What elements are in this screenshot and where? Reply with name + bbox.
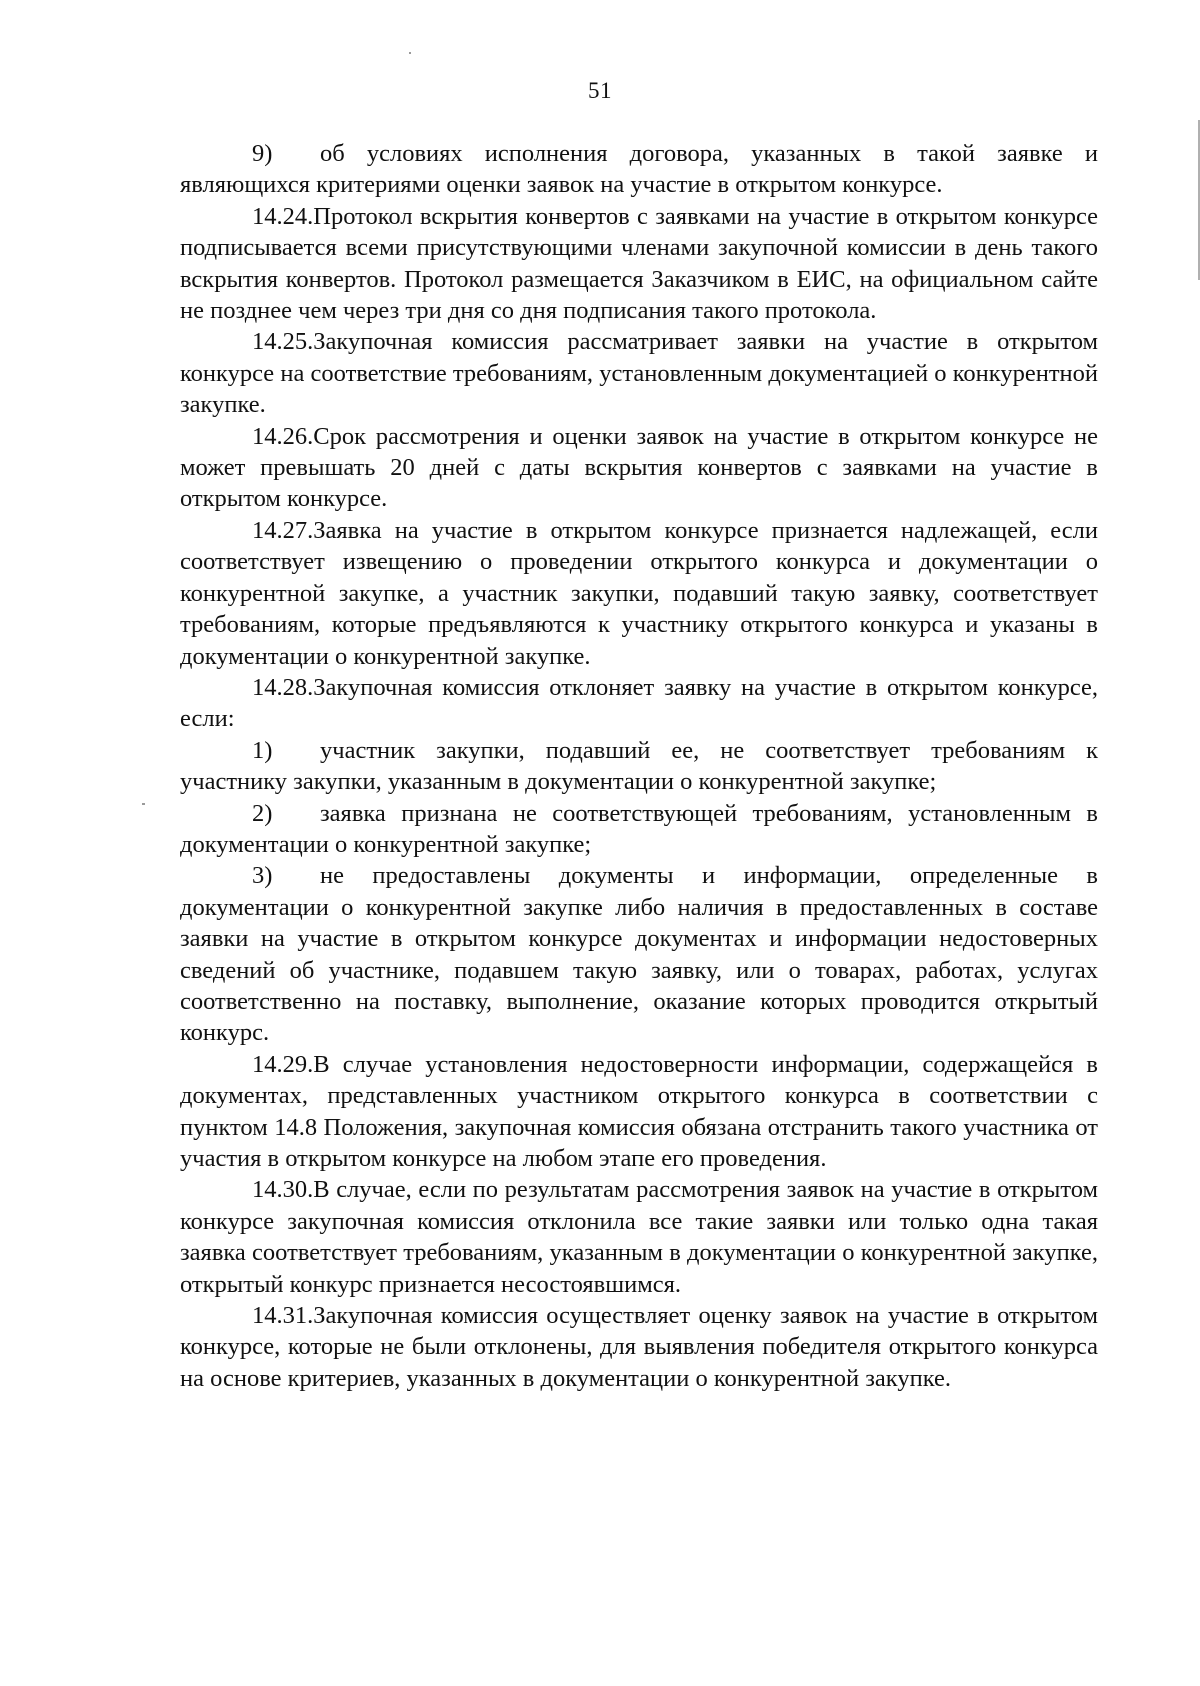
paragraph-text: 14.31.Закупочная комиссия осуществляет оценку заявок на участие в открытом конкурсе, которые не были отклонены, для выявления победителя открытого конкурса на основе критериев, указанных в документации о конкурентной закупке. (180, 1302, 1098, 1392)
list-item-number: 2) (252, 799, 273, 827)
paragraph (180, 515, 1098, 672)
list-item-number: 9) (252, 140, 273, 167)
list-item (180, 735, 1098, 798)
paragraph-text: об условиях исполнения договора, указанных в такой заявке и являющихся критериями оценки заявок на участие в открытом конкурсе. (180, 140, 1098, 199)
scan-dot-left (142, 803, 145, 805)
scan-dot-top (409, 52, 411, 54)
paragraph-text: 14.27.Заявка на участие в открытом конкурсе признается надлежащей, если соответствует извещению о проведении открытого конкурса и документации о конкурентной закупке, а участник закупки, подавший такую заявку, соответствует требованиям, которые предъявляются к участнику открытого конкурса и указаны в документации о конкурентной закупке. (180, 516, 1098, 670)
page-number: 51 (588, 78, 612, 103)
paragraph (180, 326, 1098, 420)
paragraph-text: 14.28.Закупочная комиссия отклоняет заявку на участие в открытом конкурсе, если: (180, 673, 1098, 733)
paragraph (180, 1174, 1098, 1300)
list-item-number: 1) (252, 736, 273, 764)
paragraph-text: 14.29.В случае установления недостоверности информации, содержащейся в документах, представленных участником открытого конкурса в соответствии с пунктом 14.8 Положения, закупочная комиссия обязана отстранить такого участника от участия в открытом конкурсе на любом этапе его проведения. (180, 1050, 1098, 1172)
list-item-number: 3) (252, 862, 273, 890)
paragraph (180, 201, 1098, 327)
document-body (180, 138, 1098, 1394)
paragraph-text: заявка признана не соответствующей требованиям, установленным в документации о конкурентной закупке; (180, 799, 1098, 858)
paragraph-text: не предоставлены документы и информации, определенные в документации о конкурентной закупке либо наличия в предоставленных в составе заявки на участие в открытом конкурсе документах и информации недостоверных сведений об участнике, подавшем такую заявку, или о товарах, работах, услугах соответственно на поставку, выполнение, оказание которых проводится открытый конкурс. (180, 862, 1098, 1047)
paragraph-text: 14.24.Протокол вскрытия конвертов с заявками на участие в открытом конкурсе подписывается всеми присутствующими членами закупочной комиссии в день такого вскрытия конвертов. Протокол размещается Заказчиком в ЕИС, на официальном сайте не позднее чем через три дня со дня подписания такого протокола. (180, 202, 1098, 325)
paragraph (180, 421, 1098, 515)
paragraph-text: 14.26.Срок рассмотрения и оценки заявок на участие в открытом конкурсе не может превышать 20 дней с даты вскрытия конвертов с заявками на участие в открытом конкурсе. (180, 422, 1098, 513)
list-item (180, 798, 1098, 861)
paragraph-text: 14.25.Закупочная комиссия рассматривает заявки на участие в открытом конкурсе на соответствие требованиям, установленным документацией о конкурентной закупке. (180, 328, 1098, 419)
list-item (180, 138, 1098, 201)
paragraph-text: участник закупки, подавший ее, не соответствует требованиям к участнику закупки, указанным в документации о конкурентной закупке; (180, 736, 1098, 796)
list-item (180, 860, 1098, 1048)
paragraph-text: 14.30.В случае, если по результатам рассмотрения заявок на участие в открытом конкурсе закупочная комиссия отклонила все такие заявки или только одна такая заявка соответствует требованиям, указанным в документации о конкурентной закупке, открытый конкурс признается несостоявшимся. (180, 1176, 1098, 1298)
paragraph (180, 672, 1098, 735)
paragraph (180, 1049, 1098, 1175)
paragraph (180, 1300, 1098, 1394)
